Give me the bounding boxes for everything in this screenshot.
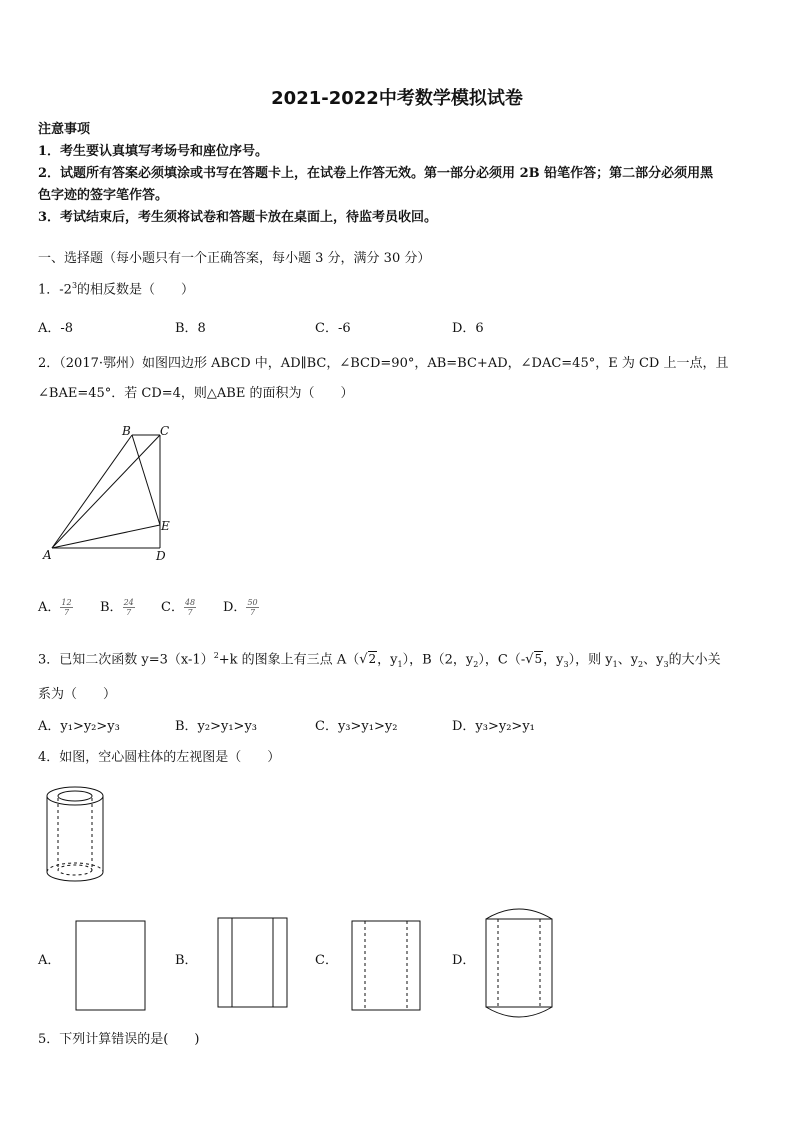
q3-text: ，y — [377, 652, 398, 668]
q5-stem: 5．下列计算错误的是( ) — [38, 1032, 200, 1047]
label-c: C — [160, 424, 170, 438]
q3-option-b: B．y₂>y₁>y₃ — [175, 719, 258, 734]
q1-stem — [38, 282, 194, 296]
radicand: 5 — [534, 652, 543, 667]
notice-item-3: 3．考试结束后，考生须将试卷和答题卡放在桌面上，待监考员收回。 — [38, 210, 438, 225]
q2-stem-line2: ∠BAE=45°．若 CD=4，则△ABE 的面积为（ ） — [38, 386, 354, 401]
q3-stem-line2: 系为（ ） — [38, 687, 117, 702]
label-b: B — [122, 424, 131, 438]
q3-text: +k 的图象上有三点 A（ — [218, 652, 360, 668]
fraction-numerator: 24 — [123, 598, 134, 607]
segment-ac — [52, 435, 160, 548]
fraction-denominator: 7 — [187, 608, 193, 617]
fraction-denominator: 7 — [126, 608, 132, 617]
notice-item-2: 2．试题所有答案必须填涂或书写在答题卡上，在试卷上作答无效。第一部分必须用 2B 铅笔作答；第二部分必须用黑 — [38, 166, 714, 181]
q2-option-d-label: D． — [223, 600, 247, 615]
section-heading: 一、选择题（每小题只有一个正确答案，每小题 3 分，满分 30 分） — [38, 251, 431, 266]
q3-option-c: C．y₃>y₁>y₂ — [315, 719, 398, 734]
subscript: 3 — [663, 659, 669, 669]
q4-option-d-figure — [484, 905, 556, 1025]
q4-option-d-label: D． — [452, 953, 476, 968]
q3-text: ），C（- — [478, 652, 526, 668]
q4-option-a-figure — [75, 920, 147, 1012]
q2-option-a-fraction — [60, 598, 72, 617]
q1-option-d: D．6 — [452, 321, 484, 336]
q1-option-a: A．-8 — [38, 321, 74, 336]
q3-text: 3．已知二次函数 y=3（x-1） — [38, 652, 214, 668]
q2-option-c-label: C． — [161, 600, 184, 615]
subscript: 1 — [612, 659, 618, 669]
subscript: 3 — [563, 659, 569, 669]
q1-stem-suffix: 的相反数是（ ） — [77, 282, 195, 298]
q3-text: ），则 y — [568, 652, 613, 668]
q1-option-b: B．8 — [175, 321, 206, 336]
subscript: 2 — [638, 659, 644, 669]
q4-option-b-label: B． — [175, 953, 198, 968]
q3-exponent: 2 — [213, 651, 219, 660]
segment-ae — [52, 525, 160, 548]
sqrt-symbol: √2 — [359, 652, 377, 668]
q2-option-c — [161, 598, 196, 617]
q4-option-a-label: A． — [38, 953, 61, 968]
notice-item-2-cont: 色字迹的签字笔作答。 — [38, 188, 169, 203]
notice-item-1: 1．考生要认真填写考场号和座位序号。 — [38, 144, 269, 159]
label-a: A — [43, 548, 52, 562]
page-title: 2021-2022中考数学模拟试卷 — [271, 88, 523, 109]
q3-text: ），B（2，y — [402, 652, 474, 668]
q3-option-d: D．y₃>y₂>y₁ — [452, 719, 535, 734]
q2-stem-line1: 2．（2017·鄂州）如图四边形 ABCD 中，AD∥BC，∠BCD=90°，AB=BC+AD，∠DAC=45°，E 为 CD 上一点，且 — [38, 356, 729, 371]
q4-option-c-figure — [351, 920, 423, 1012]
segment-ab — [52, 435, 132, 548]
q1-stem-prefix: 1．-2 — [38, 282, 72, 298]
segment-be — [132, 435, 160, 525]
q2-option-b — [100, 598, 135, 617]
q2-option-d — [223, 598, 259, 617]
notice-heading: 注意事项 — [38, 122, 91, 137]
q1-option-c: C．-6 — [315, 321, 351, 336]
fraction-denominator: 7 — [63, 608, 70, 617]
label-e: E — [161, 519, 170, 533]
q3-text: ，y — [543, 652, 564, 668]
q4-option-c-label: C． — [315, 953, 338, 968]
fraction-numerator: 12 — [61, 598, 72, 607]
q1-exponent: 3 — [71, 281, 78, 290]
q2-option-b-label: B． — [100, 600, 123, 615]
fraction-denominator: 7 — [249, 608, 256, 617]
label-d: D — [156, 549, 166, 563]
q2-figure — [40, 422, 180, 567]
q2-option-c-fraction — [184, 598, 196, 617]
q2-option-b-fraction — [123, 598, 135, 617]
q2-option-a-label: A． — [38, 600, 61, 615]
hollow-cylinder-figure — [44, 784, 108, 884]
sqrt-symbol: √5 — [525, 652, 543, 668]
fraction-numerator: 50 — [247, 598, 258, 607]
radicand: 2 — [368, 652, 377, 667]
fraction-numerator: 48 — [184, 598, 196, 607]
q3-stem-line1 — [38, 652, 721, 669]
q2-option-a — [38, 598, 73, 617]
q3-option-a: A．y₁>y₂>y₃ — [38, 719, 120, 734]
subscript: 2 — [473, 659, 479, 669]
q3-text: 、y — [643, 652, 664, 668]
q4-stem: 4．如图，空心圆柱体的左视图是（ ） — [38, 750, 281, 765]
subscript: 1 — [397, 659, 403, 669]
q3-text: 、y — [617, 652, 639, 668]
q4-option-b-figure — [217, 917, 289, 1009]
q3-text: 的大小关 — [668, 652, 721, 668]
q2-option-d-fraction — [246, 598, 258, 617]
